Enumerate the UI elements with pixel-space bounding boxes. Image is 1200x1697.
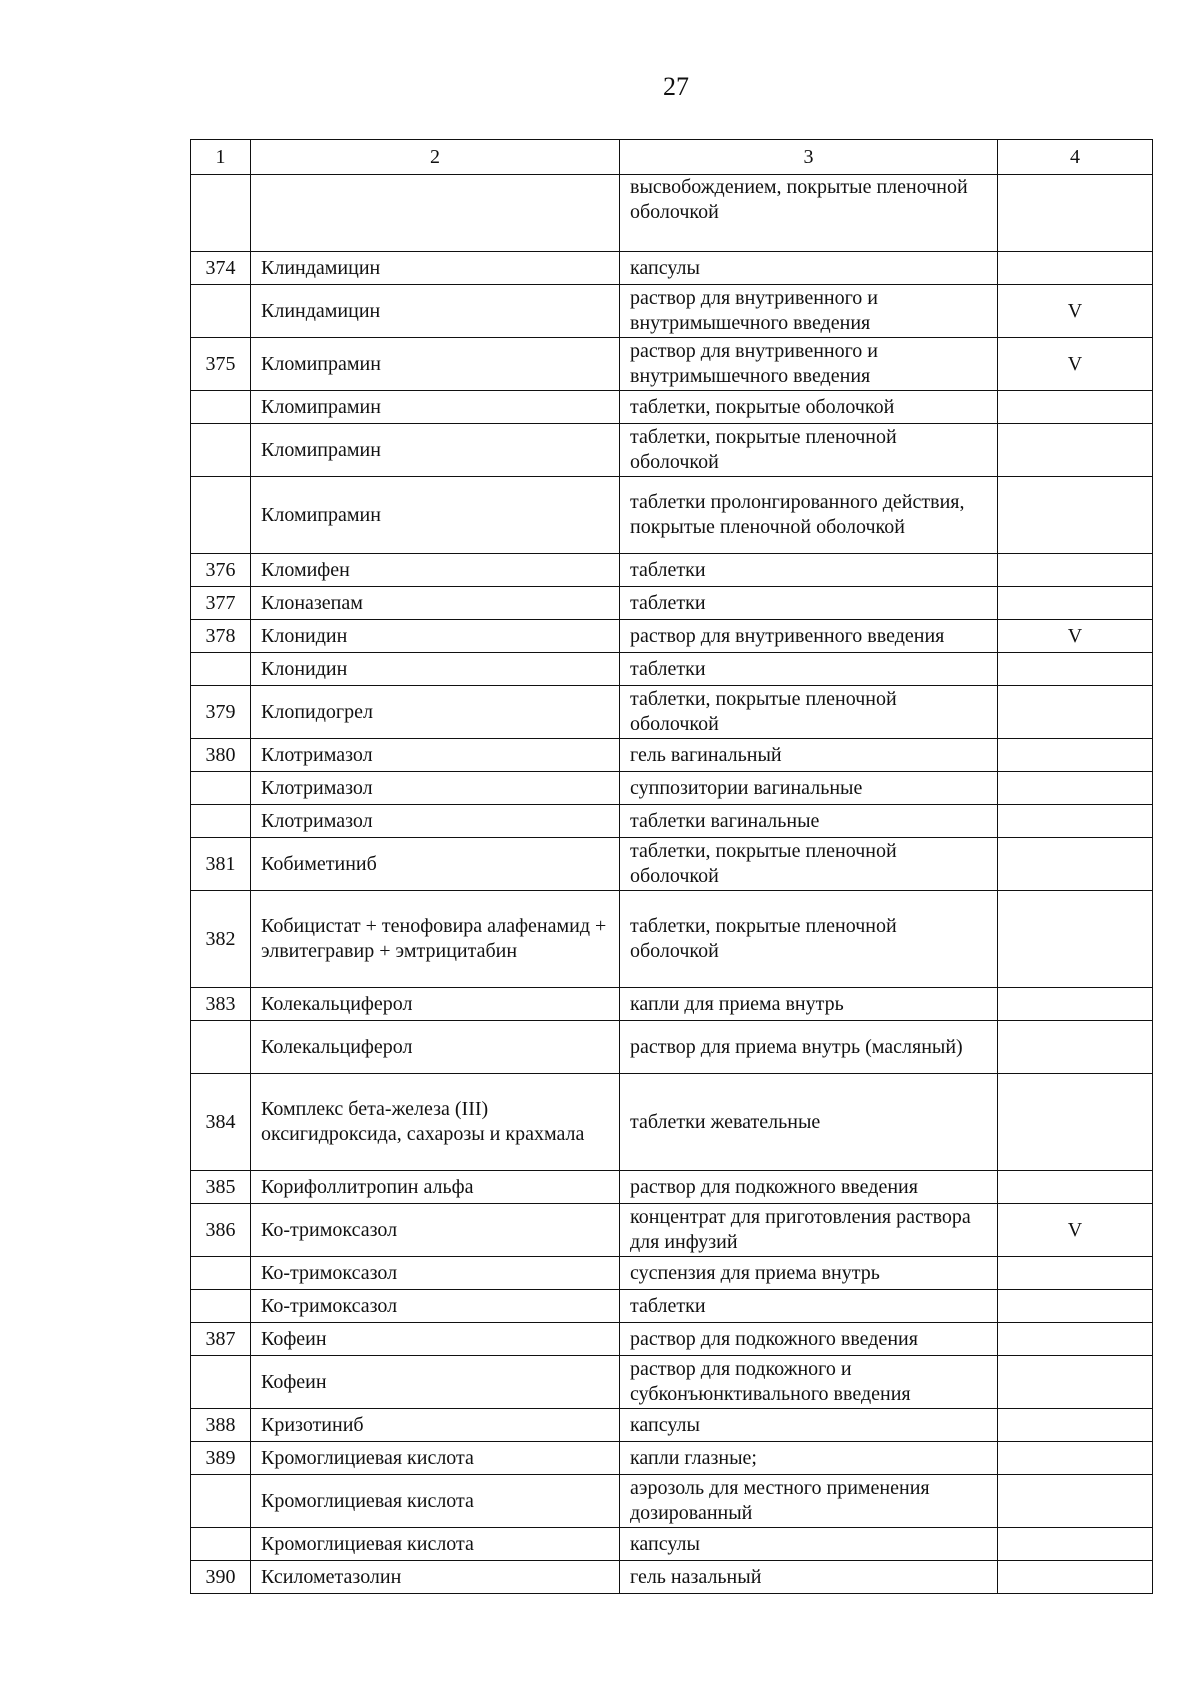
- vital-mark: [998, 686, 1153, 739]
- dosage-form: концентрат для приготовления раствора для инфузий: [620, 1204, 998, 1257]
- drug-name: Клопидогрел: [251, 686, 620, 739]
- row-number: 383: [191, 988, 251, 1021]
- row-number: 385: [191, 1171, 251, 1204]
- dosage-form: раствор для внутривенного и внутримышечного введения: [620, 338, 998, 391]
- vital-mark: [998, 805, 1153, 838]
- vital-mark: [998, 1442, 1153, 1475]
- drug-name: Ко-тримоксазол: [251, 1290, 620, 1323]
- vital-mark: [998, 739, 1153, 772]
- drug-name: [251, 175, 620, 252]
- dosage-form: таблетки, покрытые пленочной оболочкой: [620, 891, 998, 988]
- dosage-form: таблетки жевательные: [620, 1074, 998, 1171]
- vital-mark: [998, 587, 1153, 620]
- table-row: [191, 1021, 1153, 1074]
- row-number: [191, 477, 251, 554]
- row-number: 384: [191, 1074, 251, 1171]
- drug-name: Клонидин: [251, 620, 620, 653]
- vital-mark: V: [998, 1204, 1153, 1257]
- row-number: 386: [191, 1204, 251, 1257]
- table-row: [191, 1074, 1153, 1171]
- drug-name: Кризотиниб: [251, 1409, 620, 1442]
- vital-mark: [998, 554, 1153, 587]
- dosage-form: раствор для приема внутрь (масляный): [620, 1021, 998, 1074]
- drug-name: Клотримазол: [251, 739, 620, 772]
- drug-name: Кломипрамин: [251, 477, 620, 554]
- table-row: [191, 1323, 1153, 1356]
- drug-name: Клиндамицин: [251, 252, 620, 285]
- vital-mark: [998, 653, 1153, 686]
- row-number: [191, 391, 251, 424]
- row-number: [191, 1528, 251, 1561]
- drug-name: Кромоглициевая кислота: [251, 1528, 620, 1561]
- row-number: 375: [191, 338, 251, 391]
- dosage-form: капсулы: [620, 1528, 998, 1561]
- dosage-form: аэрозоль для местного применения дозированный: [620, 1475, 998, 1528]
- dosage-form: таблетки, покрытые оболочкой: [620, 391, 998, 424]
- vital-mark: V: [998, 285, 1153, 338]
- header-cell: 3: [620, 140, 998, 175]
- drug-name: Ко-тримоксазол: [251, 1257, 620, 1290]
- vital-mark: [998, 838, 1153, 891]
- row-number: [191, 285, 251, 338]
- vital-mark: [998, 477, 1153, 554]
- table-row: [191, 554, 1153, 587]
- table-row: [191, 1204, 1153, 1257]
- table-row: [191, 424, 1153, 477]
- row-number: 382: [191, 891, 251, 988]
- drug-name: Кломипрамин: [251, 391, 620, 424]
- drug-name: Колекальциферол: [251, 1021, 620, 1074]
- vital-mark: [998, 1257, 1153, 1290]
- row-number: 380: [191, 739, 251, 772]
- table-row: [191, 838, 1153, 891]
- vital-mark: [998, 1290, 1153, 1323]
- dosage-form: таблетки, покрытые пленочной оболочкой: [620, 424, 998, 477]
- row-number: [191, 772, 251, 805]
- dosage-form: таблетки пролонгированного действия, покрытые пленочной оболочкой: [620, 477, 998, 554]
- table-row: [191, 891, 1153, 988]
- row-number: 378: [191, 620, 251, 653]
- table-row: [191, 1475, 1153, 1528]
- page-number: 27: [663, 72, 689, 101]
- table-row: [191, 1409, 1153, 1442]
- dosage-form: капли глазные;: [620, 1442, 998, 1475]
- vital-mark: [998, 1409, 1153, 1442]
- header-row: [191, 140, 1153, 175]
- vital-mark: [998, 1021, 1153, 1074]
- row-number: [191, 1290, 251, 1323]
- table-row: [191, 772, 1153, 805]
- drug-name: Клиндамицин: [251, 285, 620, 338]
- vital-mark: [998, 1561, 1153, 1594]
- row-number: [191, 653, 251, 686]
- row-number: 376: [191, 554, 251, 587]
- drug-name: Кофеин: [251, 1323, 620, 1356]
- dosage-form: гель вагинальный: [620, 739, 998, 772]
- table-row: [191, 587, 1153, 620]
- vital-mark: [998, 988, 1153, 1021]
- row-number: 381: [191, 838, 251, 891]
- dosage-form: раствор для внутривенного и внутримышечного введения: [620, 285, 998, 338]
- dosage-form: таблетки: [620, 1290, 998, 1323]
- drug-name: Кофеин: [251, 1356, 620, 1409]
- table-row: [191, 1356, 1153, 1409]
- vital-mark: [998, 424, 1153, 477]
- vital-mark: [998, 1074, 1153, 1171]
- dosage-form: таблетки, покрытые пленочной оболочкой: [620, 838, 998, 891]
- row-number: 379: [191, 686, 251, 739]
- dosage-form: гель назальный: [620, 1561, 998, 1594]
- header-cell: 2: [251, 140, 620, 175]
- vital-mark: [998, 772, 1153, 805]
- row-number: [191, 805, 251, 838]
- dosage-form: суспензия для приема внутрь: [620, 1257, 998, 1290]
- vital-mark: [998, 1323, 1153, 1356]
- vital-mark: [998, 252, 1153, 285]
- vital-mark: [998, 1475, 1153, 1528]
- table-row: [191, 338, 1153, 391]
- vital-mark: [998, 1356, 1153, 1409]
- vital-mark: [998, 1171, 1153, 1204]
- drug-name: Кломипрамин: [251, 424, 620, 477]
- table-row: [191, 1528, 1153, 1561]
- row-number: 387: [191, 1323, 251, 1356]
- dosage-form: капли для приема внутрь: [620, 988, 998, 1021]
- vital-mark: [998, 175, 1153, 252]
- drug-name: Клотримазол: [251, 805, 620, 838]
- drug-name: Кломипрамин: [251, 338, 620, 391]
- header-cell: 4: [998, 140, 1153, 175]
- drug-name: Кобиметиниб: [251, 838, 620, 891]
- row-number: 374: [191, 252, 251, 285]
- dosage-form: раствор для подкожного введения: [620, 1323, 998, 1356]
- row-number: 377: [191, 587, 251, 620]
- table-row: [191, 739, 1153, 772]
- table-row: [191, 988, 1153, 1021]
- drug-name: Кромоглициевая кислота: [251, 1442, 620, 1475]
- dosage-form: раствор для подкожного введения: [620, 1171, 998, 1204]
- drug-name: Комплекс бета-железа (III) оксигидроксида, сахарозы и крахмала: [251, 1074, 620, 1171]
- row-number: [191, 175, 251, 252]
- vital-mark: [998, 891, 1153, 988]
- drug-name: Кобицистат + тенофовира алафенамид + элвитегравир + эмтрицитабин: [251, 891, 620, 988]
- vital-mark: V: [998, 338, 1153, 391]
- drug-name: Кломифен: [251, 554, 620, 587]
- table-row: [191, 805, 1153, 838]
- dosage-form: раствор для внутривенного введения: [620, 620, 998, 653]
- header-cell: 1: [191, 140, 251, 175]
- drug-name: Ко-тримоксазол: [251, 1204, 620, 1257]
- vital-mark: [998, 1528, 1153, 1561]
- drug-name: Клотримазол: [251, 772, 620, 805]
- row-number: [191, 1257, 251, 1290]
- table-row: [191, 285, 1153, 338]
- drug-name: Кромоглициевая кислота: [251, 1475, 620, 1528]
- dosage-form: высвобождением, покрытые пленочной оболочкой: [620, 175, 998, 252]
- vital-mark: [998, 391, 1153, 424]
- vital-mark: V: [998, 620, 1153, 653]
- row-number: [191, 1475, 251, 1528]
- row-number: [191, 1356, 251, 1409]
- dosage-form: капсулы: [620, 1409, 998, 1442]
- table-body: [191, 175, 1153, 1594]
- dosage-form: раствор для подкожного и субконъюнктивального введения: [620, 1356, 998, 1409]
- drug-name: Корифоллитропин альфа: [251, 1171, 620, 1204]
- drug-name: Клоназепам: [251, 587, 620, 620]
- table-row: [191, 477, 1153, 554]
- drug-name: Клонидин: [251, 653, 620, 686]
- dosage-form: таблетки, покрытые пленочной оболочкой: [620, 686, 998, 739]
- table-row: [191, 653, 1153, 686]
- table-row: [191, 175, 1153, 252]
- dosage-form: капсулы: [620, 252, 998, 285]
- row-number: [191, 1021, 251, 1074]
- dosage-form: таблетки: [620, 587, 998, 620]
- table-row: [191, 1171, 1153, 1204]
- table-row: [191, 1290, 1153, 1323]
- table-row: [191, 1257, 1153, 1290]
- table-row: [191, 252, 1153, 285]
- drug-name: Колекальциферол: [251, 988, 620, 1021]
- table-row: [191, 686, 1153, 739]
- drug-name: Ксилометазолин: [251, 1561, 620, 1594]
- dosage-form: суппозитории вагинальные: [620, 772, 998, 805]
- row-number: 390: [191, 1561, 251, 1594]
- table-row: [191, 391, 1153, 424]
- dosage-form: таблетки: [620, 554, 998, 587]
- row-number: [191, 424, 251, 477]
- table-row: [191, 1561, 1153, 1594]
- row-number: 388: [191, 1409, 251, 1442]
- dosage-form: таблетки вагинальные: [620, 805, 998, 838]
- table-row: [191, 1442, 1153, 1475]
- table-row: [191, 620, 1153, 653]
- drug-table: [190, 139, 1153, 1594]
- row-number: 389: [191, 1442, 251, 1475]
- dosage-form: таблетки: [620, 653, 998, 686]
